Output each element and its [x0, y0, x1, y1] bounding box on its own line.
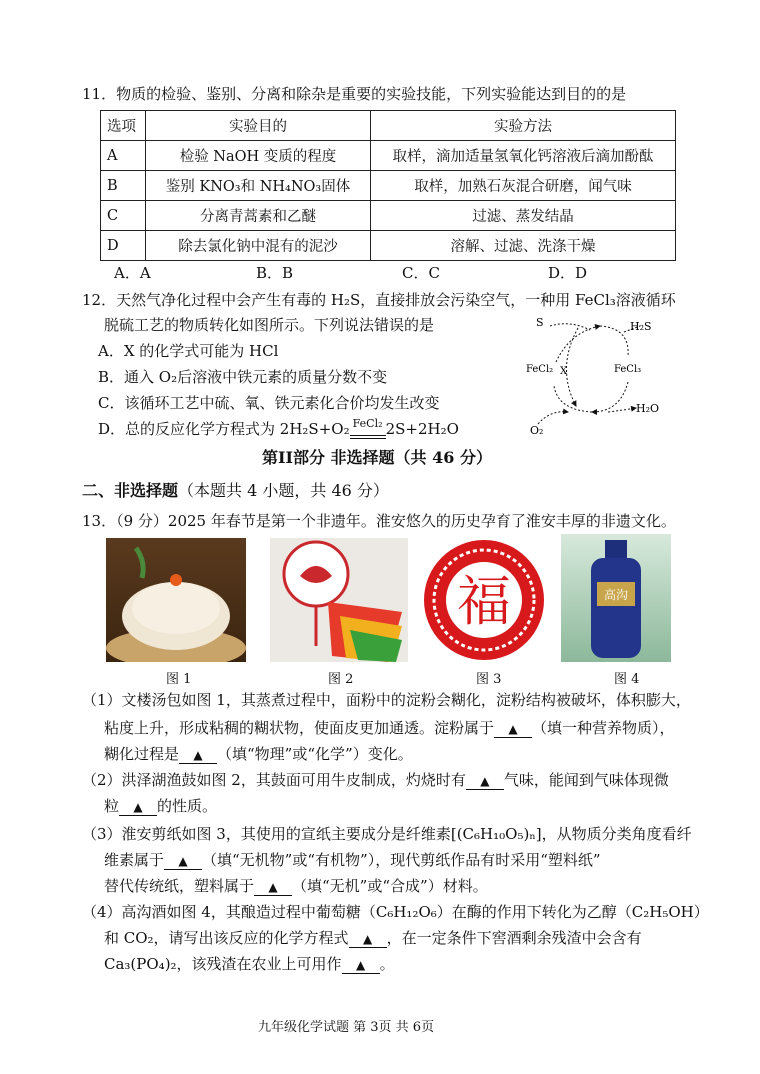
- table-cell: C: [101, 201, 146, 231]
- answer-blank[interactable]: ▲: [254, 879, 292, 896]
- paper-cut-fu-illustration: [421, 538, 547, 662]
- liquor-bottle-illustration: [561, 534, 671, 662]
- text: （填“物理”或“化学”）变化。: [217, 745, 413, 763]
- answer-blank[interactable]: ▲: [179, 747, 217, 764]
- text: Ca₃(PO₄)₂，该残渣在农业上可用作: [104, 955, 342, 973]
- table-row: [101, 231, 676, 261]
- figure-2-caption: 图 2: [328, 672, 354, 687]
- q11-table: [100, 110, 676, 261]
- table-cell: 除去氯化钠中混有的泥沙: [146, 231, 371, 261]
- choice-d: D．D: [548, 264, 588, 282]
- catalyst-arrow: [350, 417, 386, 439]
- text: 和 CO₂，请写出该反应的化学方程式: [104, 929, 349, 947]
- table-cell: 鉴别 KNO₃和 NH₄NO₃固体: [146, 171, 371, 201]
- diagram-label-h2o: H₂O: [636, 402, 660, 415]
- part2-title: 第II部分 非选择题（共 46 分）: [262, 448, 492, 467]
- desulfurization-cycle-diagram: [520, 312, 680, 437]
- table-row: [101, 141, 676, 171]
- diagram-label-h2s: H₂S: [630, 320, 652, 333]
- choice-b: B．B: [256, 264, 294, 282]
- catalyst-label: FeCl₂: [352, 417, 383, 430]
- equation-left: D．总的反应化学方程式为 2H₂S+O₂: [98, 420, 350, 438]
- table-header: 实验方法: [371, 111, 676, 141]
- table-cell: D: [101, 231, 146, 261]
- text: （填一种营养物质），: [532, 719, 675, 737]
- text: 粒: [104, 797, 120, 815]
- table-cell: 分离青蒿素和乙醚: [146, 201, 371, 231]
- answer-blank[interactable]: ▲: [119, 799, 157, 816]
- answer-blank[interactable]: ▲: [466, 773, 504, 790]
- q11-stem: 11．物质的检验、鉴别、分离和除杂是重要的实验技能，下列实验能达到目的的是: [82, 85, 627, 103]
- soup-dumpling-illustration: [106, 538, 246, 662]
- section2-title: [82, 478, 389, 501]
- choice-a: A．A: [114, 264, 151, 282]
- answer-blank[interactable]: ▲: [164, 853, 202, 870]
- figure-3-caption: 图 3: [476, 672, 502, 687]
- figure-4-image: [561, 534, 671, 662]
- table-header: 实验目的: [146, 111, 371, 141]
- table-cell: 过滤、蒸发结晶: [371, 201, 676, 231]
- q13-p3-line1: （3）淮安剪纸如图 3，其使用的宣纸主要成分是纤维素[(C₆H₁₀O₅)ₙ]，从物质分类角度看纤: [82, 825, 692, 843]
- table-cell: B: [101, 171, 146, 201]
- diagram-label-o2: O₂: [530, 424, 544, 437]
- text: （2）洪泽湖渔鼓如图 2，其鼓面可用牛皮制成，灼烧时有: [82, 771, 466, 789]
- text: 替代传统纸，塑料属于: [104, 877, 255, 895]
- diagram-label-fecl2: FeCl₂: [526, 364, 554, 375]
- page-footer: 九年级化学试题 第 3页 共 6页: [258, 1020, 435, 1035]
- text: （填“无机”或“合成”）材料。: [292, 877, 488, 895]
- table-cell: A: [101, 141, 146, 171]
- figure-4-caption: 图 4: [614, 672, 640, 687]
- figure-3-image: [421, 538, 547, 662]
- table-cell: 取样，滴加适量氢氧化钙溶液后滴加酚酞: [371, 141, 676, 171]
- bottle-label: 高沟: [603, 588, 629, 602]
- table-header: 选项: [101, 111, 146, 141]
- text: 维素属于: [104, 851, 165, 869]
- q12-option-d: [98, 419, 459, 439]
- table-header-row: [101, 111, 676, 141]
- answer-blank[interactable]: ▲: [494, 721, 532, 738]
- q13-p3-line2: [104, 850, 601, 870]
- section2-title-main: 二、非选择题: [82, 481, 179, 500]
- text: （填“无机物”或“有机物”），现代剪纸作品有时采用“塑料纸”: [202, 851, 601, 869]
- figure-2-image: [270, 538, 408, 662]
- text: 。: [379, 955, 395, 973]
- answer-blank[interactable]: ▲: [342, 957, 380, 974]
- q13-p1-line2: [104, 718, 675, 738]
- q12-option-a: A．X 的化学式可能为 HCl: [98, 342, 279, 360]
- text: 的性质。: [157, 797, 218, 815]
- fish-drum-illustration: [270, 538, 408, 662]
- table-cell: 取样，加熟石灰混合研磨，闻气味: [371, 171, 676, 201]
- text: 糊化过程是: [104, 745, 180, 763]
- q12-stem-line2: 脱硫工艺的物质转化如图所示。下列说法错误的是: [104, 316, 435, 334]
- text: ，在一定条件下窖酒剩余残渣中会含有: [386, 929, 642, 947]
- table-cell: 检验 NaOH 变质的程度: [146, 141, 371, 171]
- q12-option-c: C．该循环工艺中硫、氧、铁元素化合价均发生改变: [98, 394, 440, 412]
- q13-p4-line1: （4）高沟酒如图 4，其酿造过程中葡萄糖（C₆H₁₂O₆）在酶的作用下转化为乙醇（C₂H₅OH）: [82, 903, 709, 921]
- diagram-label-x: X: [560, 366, 568, 377]
- q12-option-b: B．通入 O₂后溶液中铁元素的质量分数不变: [98, 368, 388, 386]
- choice-c: C．C: [402, 264, 440, 282]
- q13-stem: 13．（9 分）2025 年春节是第一个非遗年。淮安悠久的历史孕育了淮安丰厚的非遗文化。: [82, 512, 676, 530]
- q13-p2-line2: [104, 796, 217, 816]
- text: 粘度上升，形成粘稠的糊状物，使面皮更加通透。淀粉属于: [104, 719, 495, 737]
- q13-p1-line3: [104, 744, 413, 764]
- equation-right: 2S+2H₂O: [385, 420, 459, 438]
- q13-p4-line3: [104, 954, 395, 974]
- q13-p4-line2: [104, 928, 642, 948]
- fu-character: 福: [457, 570, 511, 633]
- section2-title-note: （本题共 4 小题，共 46 分）: [178, 481, 389, 500]
- answer-blank[interactable]: ▲: [349, 931, 387, 948]
- table-row: [101, 201, 676, 231]
- diagram-label-s: S: [536, 316, 544, 329]
- figure-1-caption: 图 1: [166, 672, 192, 687]
- table-row: [101, 171, 676, 201]
- text: 气味，能闻到气味体现微: [503, 771, 669, 789]
- q12-stem-line1: 12．天然气净化过程中会产生有毒的 H₂S，直接排放会污染空气，一种用 FeCl₃溶液循环: [82, 291, 676, 309]
- q13-p3-line3: [104, 876, 488, 896]
- q13-p2-line1: [82, 770, 669, 790]
- diagram-label-fecl3: FeCl₃: [614, 364, 642, 375]
- figure-1-image: [106, 538, 246, 662]
- q13-p1-line1: （1）文楼汤包如图 1，其蒸煮过程中，面粉中的淀粉会糊化，淀粉结构被破坏，体积膨大，: [82, 691, 691, 709]
- table-cell: 溶解、过滤、洗涤干燥: [371, 231, 676, 261]
